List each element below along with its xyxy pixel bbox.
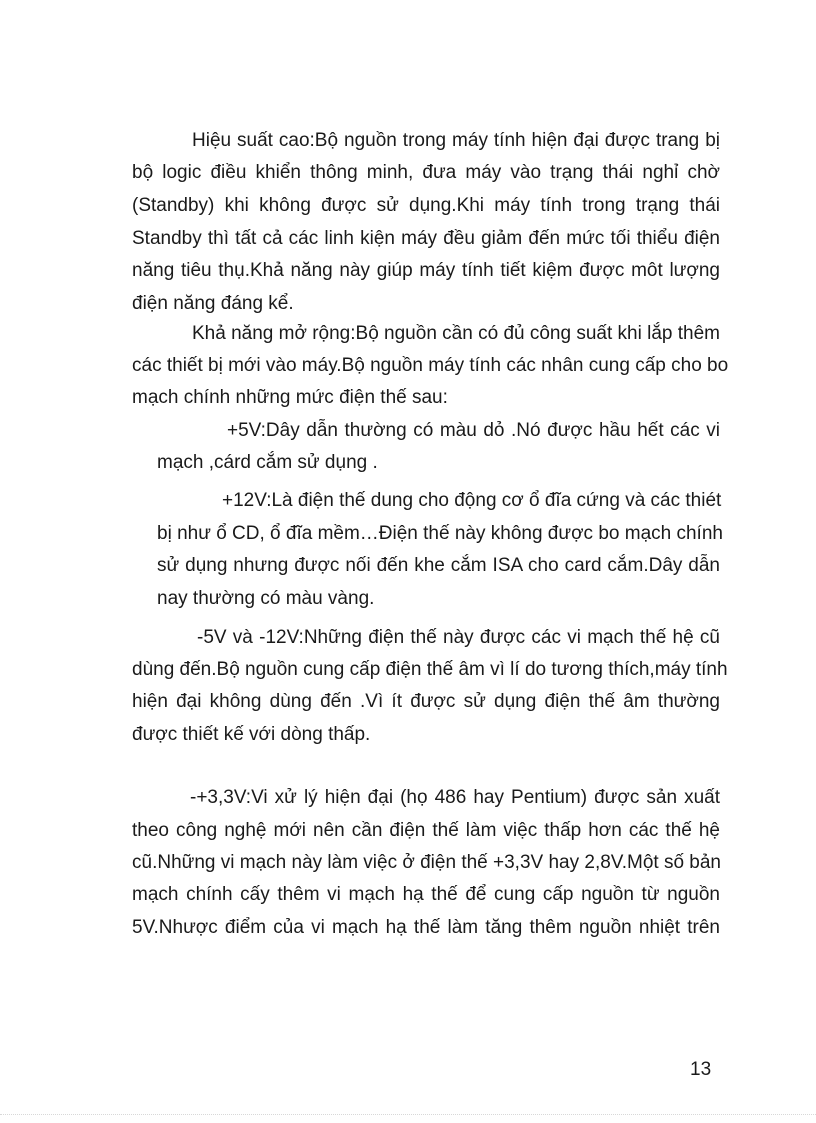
paragraph-2-line-1: Khả năng mở rộng:Bộ nguồn cần có đủ công suất khi lắp thêm xyxy=(192,323,720,344)
paragraph-1-line-1: Hiệu suất cao:Bộ nguồn trong máy tính hiện đại được trang bị xyxy=(192,130,720,151)
paragraph-6-line-3: cũ.Những vi mạch này làm việc ở điện thế +3,3V hay 2,8V.Một số bản xyxy=(132,852,721,873)
paragraph-1-line-2: bộ logic điều khiển thông minh, đưa máy vào trạng thái nghỉ chờ xyxy=(132,162,720,183)
page-number: 13 xyxy=(690,1059,712,1080)
paragraph-3-line-2: mạch ,cárd cắm sử dụng . xyxy=(157,452,378,473)
paragraph-5-line-1: -5V và -12V:Những điện thế này được các vi mạch thế hệ cũ xyxy=(197,627,720,648)
paragraph-4-line-3: sử dụng nhưng được nối đến khe cắm ISA cho card cắm.Dây dẫn xyxy=(157,555,720,576)
paragraph-6-line-4: mạch chính cấy thêm vi mạch hạ thế để cung cấp nguồn từ nguồn xyxy=(132,884,720,905)
paragraph-1-line-3: (Standby) khi không được sử dụng.Khi máy tính trong trạng thái xyxy=(132,195,720,216)
paragraph-1-line-4: Standby thì tất cả các linh kiện máy đều giảm đến mức tối thiểu điện xyxy=(132,228,720,249)
paragraph-1-line-5: năng tiêu thụ.Khả năng này giúp máy tính tiết kiệm được môt lượng xyxy=(132,260,720,281)
paragraph-6-line-5: 5V.Nhược điểm của vi mạch hạ thế làm tăng thêm nguồn nhiệt trên xyxy=(132,917,720,938)
paragraph-5-line-3: hiện đại không dùng đến .Vì ít được sử dụng điện thế âm thường xyxy=(132,691,720,712)
paragraph-3-line-1: +5V:Dây dẫn thường có màu dỏ .Nó được hầu hết các vi xyxy=(227,420,720,441)
paragraph-5-line-4: được thiết kế với dòng thấp. xyxy=(132,724,371,745)
paragraph-2-line-2: các thiết bị mới vào máy.Bộ nguồn máy tính các nhân cung cấp cho bo xyxy=(132,355,729,376)
paragraph-4-line-2: bị như ổ CD, ổ đĩa mềm…Điện thế này không được bo mạch chính xyxy=(157,523,723,544)
paragraph-4-line-1: +12V:Là điện thế dung cho động cơ ổ đĩa cứng và các thiét xyxy=(222,490,722,511)
paragraph-2-line-3: mạch chính những mức điện thế sau: xyxy=(132,387,448,408)
paragraph-5-line-2: dùng đến.Bộ nguồn cung cấp điện thế âm vì lí do tương thích,máy tính xyxy=(132,659,728,680)
paragraph-4-line-4: nay thường có màu vàng. xyxy=(157,588,375,609)
paragraph-6-line-2: theo công nghệ mới nên cần điện thế làm việc thấp hơn các thế hệ xyxy=(132,820,720,841)
page-bottom-divider xyxy=(0,1114,816,1115)
paragraph-6-line-1: -+3,3V:Vi xử lý hiện đại (họ 486 hay Pentium) được sản xuất xyxy=(190,787,720,808)
paragraph-1-line-6: điện năng đáng kể. xyxy=(132,293,294,314)
